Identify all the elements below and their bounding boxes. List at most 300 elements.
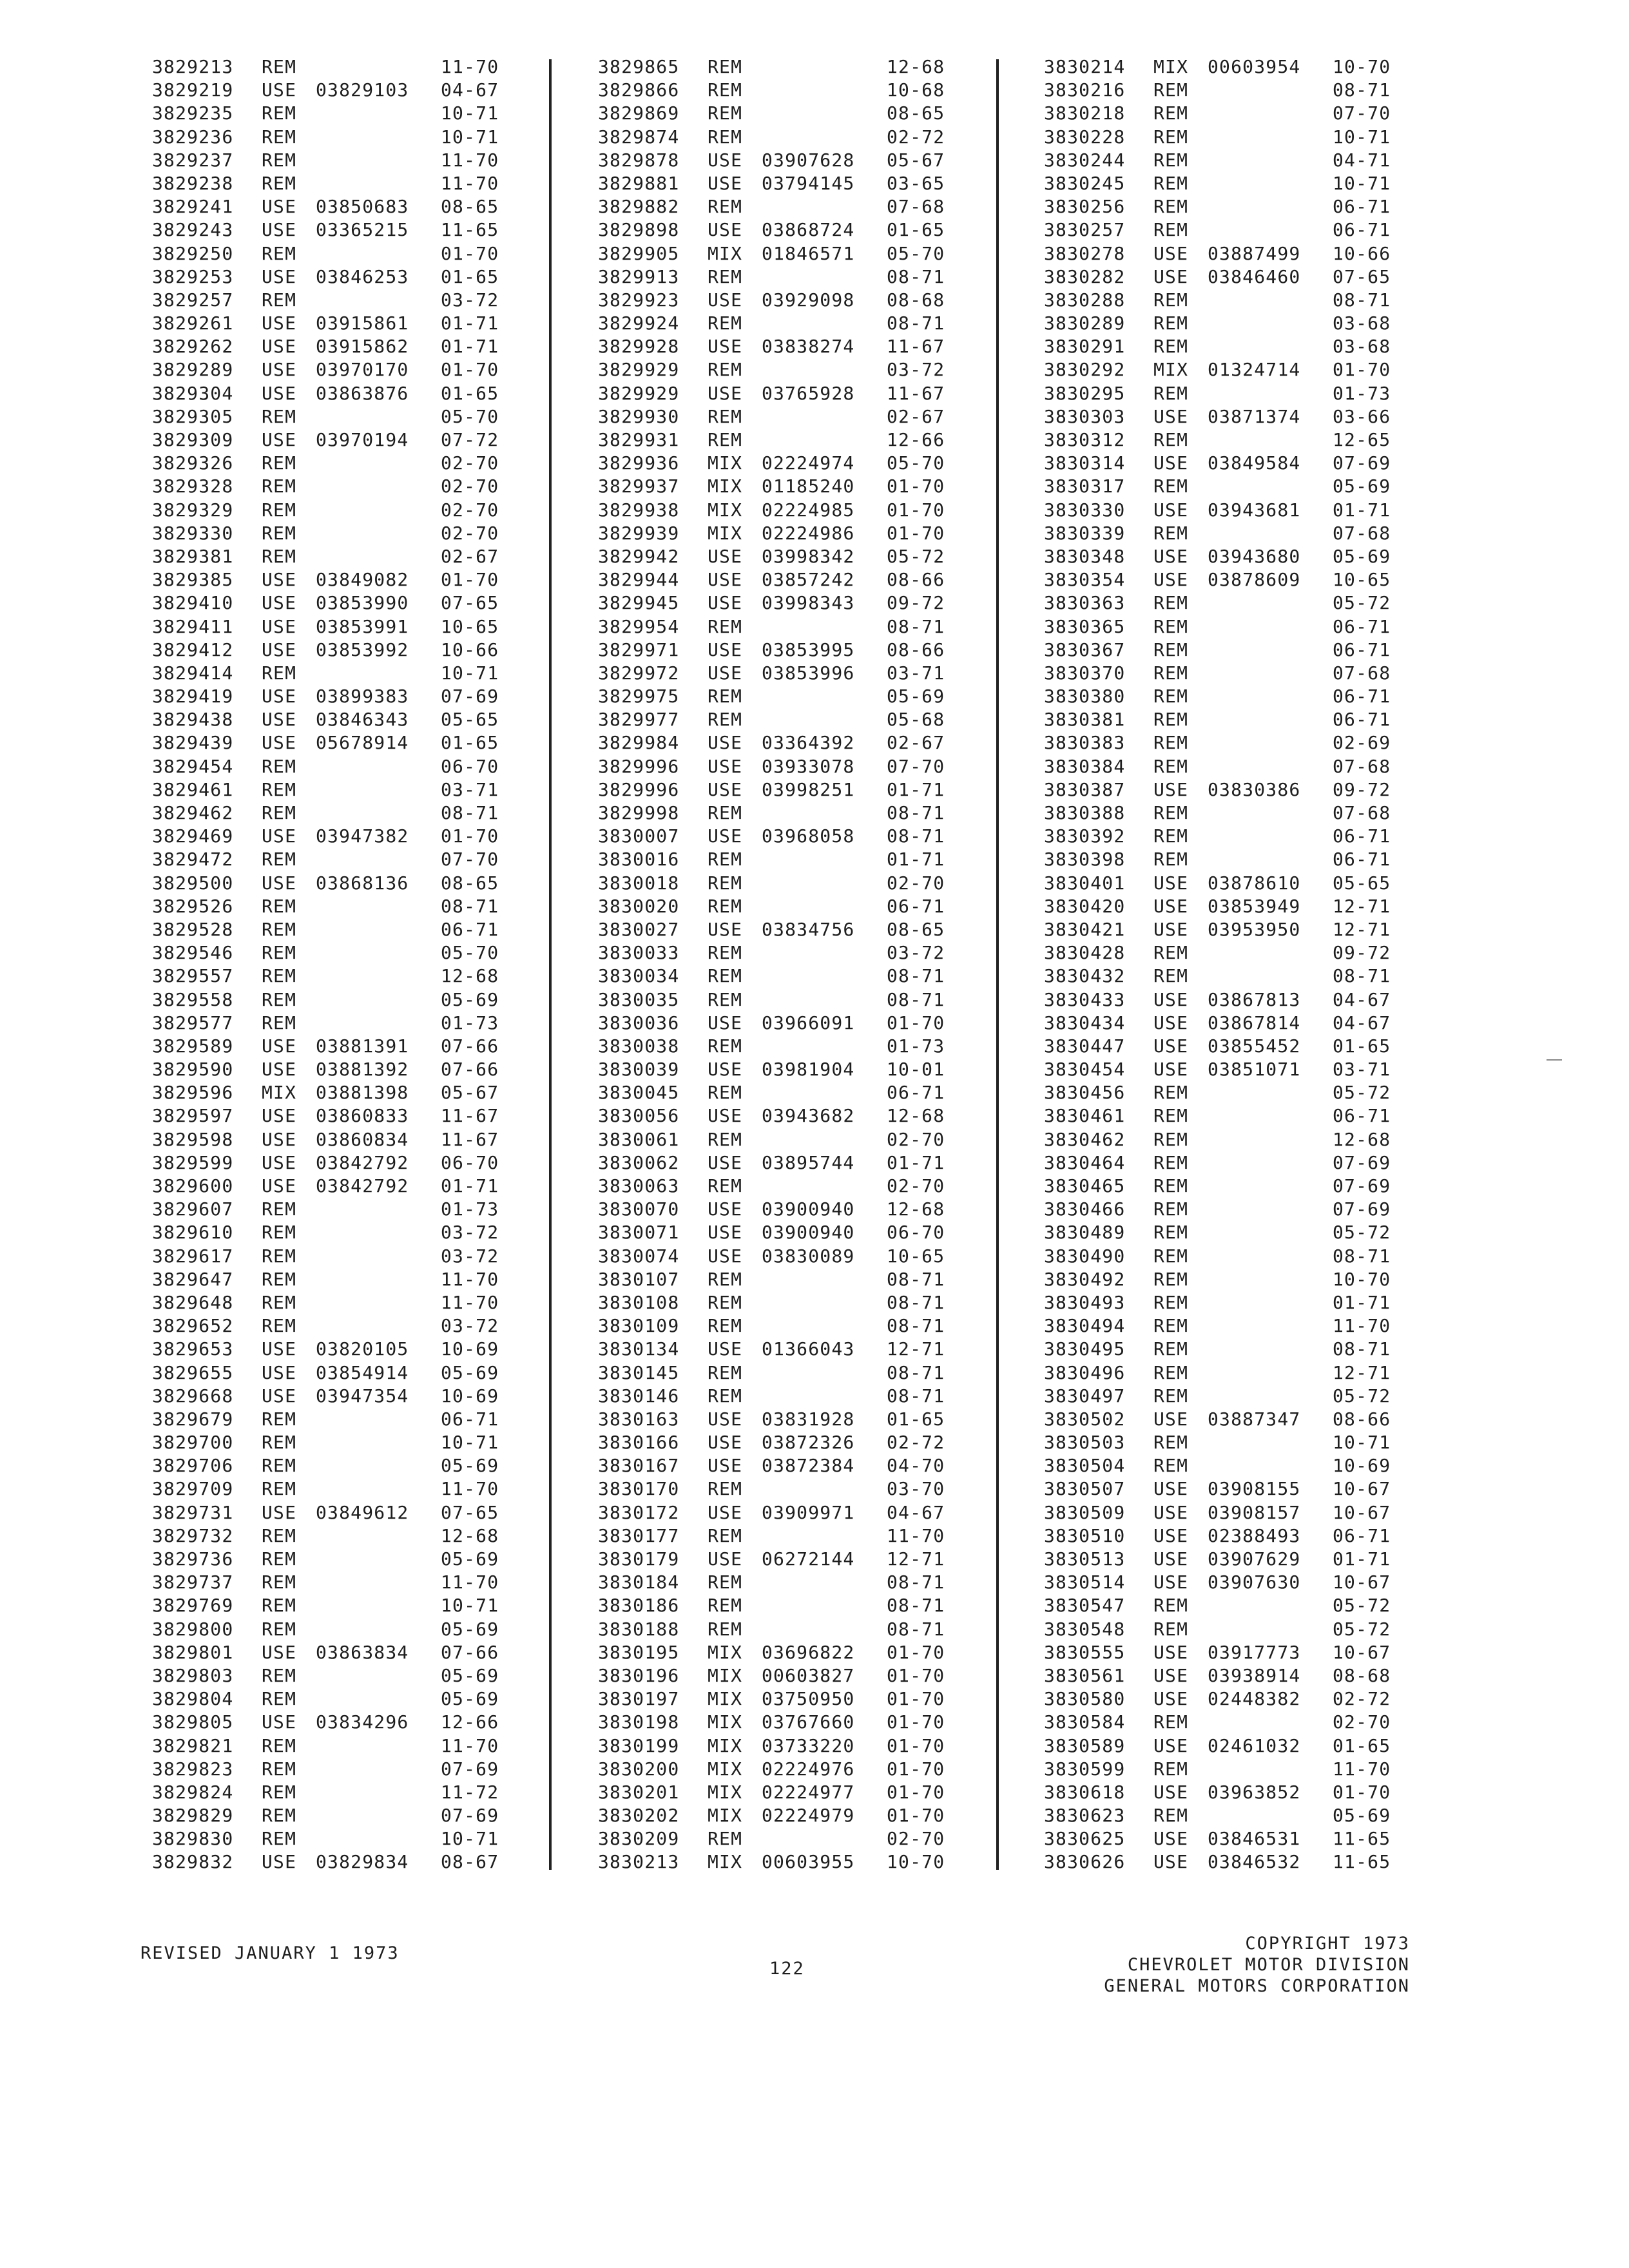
- list-item: [152, 195, 564, 218]
- list-item: [152, 872, 564, 895]
- part-number: 3829975: [598, 686, 680, 707]
- status-code: REM: [262, 1245, 297, 1267]
- part-number: 3829832: [152, 1851, 234, 1873]
- list-item: [1044, 1128, 1456, 1151]
- part-number: 3830188: [598, 1618, 680, 1640]
- list-item: [152, 778, 564, 802]
- status-code: MIX: [708, 1735, 743, 1756]
- replacement-part-number: 03908157: [1208, 1501, 1301, 1523]
- part-number: 3830034: [598, 965, 680, 987]
- part-number: 3829454: [152, 755, 234, 777]
- part-number: 3830146: [598, 1385, 680, 1407]
- part-number: 3829996: [598, 778, 680, 800]
- replacement-part-number: 03846532: [1208, 1851, 1301, 1873]
- part-number: 3830184: [598, 1571, 680, 1593]
- status-code: MIX: [1153, 56, 1189, 77]
- list-item: [1044, 615, 1456, 639]
- effective-date: 05-72: [1333, 1385, 1391, 1407]
- effective-date: 04-67: [1333, 988, 1391, 1010]
- list-item: [152, 1175, 564, 1198]
- list-item: [1044, 1735, 1456, 1758]
- effective-date: 01-65: [1333, 1035, 1391, 1057]
- part-number: 3830256: [1044, 196, 1126, 218]
- part-number: 3829800: [152, 1618, 234, 1640]
- list-item: [598, 1175, 1010, 1198]
- part-number: 3829823: [152, 1758, 234, 1780]
- effective-date: 04-67: [1333, 1012, 1391, 1033]
- status-code: REM: [1153, 1128, 1189, 1150]
- list-item: [1044, 102, 1456, 125]
- effective-date: 07-65: [441, 592, 499, 614]
- status-code: USE: [708, 592, 743, 614]
- status-code: USE: [1153, 569, 1189, 591]
- effective-date: 11-70: [441, 1291, 499, 1313]
- part-number: 3829905: [598, 242, 680, 264]
- part-number: 3830163: [598, 1408, 680, 1430]
- list-item: [598, 941, 1010, 965]
- part-number: 3830199: [598, 1735, 680, 1756]
- status-code: REM: [1153, 1198, 1189, 1220]
- list-item: [598, 1594, 1010, 1617]
- replacement-part-number: 03872384: [762, 1455, 855, 1477]
- status-code: USE: [262, 1105, 297, 1127]
- effective-date: 12-71: [1333, 895, 1391, 917]
- part-number: 3829262: [152, 336, 234, 358]
- replacement-part-number: 02224986: [762, 522, 855, 544]
- list-item: [1044, 1641, 1456, 1664]
- part-number: 3829381: [152, 545, 234, 567]
- list-item: [1044, 242, 1456, 265]
- part-number: 3829326: [152, 452, 234, 474]
- list-item: [1044, 988, 1456, 1012]
- part-number: 3830016: [598, 849, 680, 870]
- effective-date: 02-67: [887, 405, 945, 427]
- list-item: [598, 1314, 1010, 1338]
- list-item: [152, 312, 564, 335]
- effective-date: 08-68: [1333, 1664, 1391, 1686]
- status-code: REM: [262, 1291, 297, 1313]
- effective-date: 06-71: [1333, 219, 1391, 241]
- part-number: 3830547: [1044, 1595, 1126, 1617]
- effective-date: 07-69: [441, 1805, 499, 1827]
- status-code: MIX: [708, 1805, 743, 1827]
- part-number: 3830589: [1044, 1735, 1126, 1756]
- list-item: [598, 522, 1010, 545]
- status-code: USE: [1153, 988, 1189, 1010]
- list-item: [152, 755, 564, 778]
- status-code: REM: [1153, 429, 1189, 450]
- effective-date: 02-70: [441, 452, 499, 474]
- list-item: [598, 1781, 1010, 1804]
- part-number: 3830494: [1044, 1315, 1126, 1337]
- replacement-part-number: 02224974: [762, 452, 855, 474]
- effective-date: 10-71: [441, 102, 499, 124]
- effective-date: 08-71: [441, 895, 499, 917]
- part-number: 3830367: [1044, 639, 1126, 660]
- part-number: 3830020: [598, 895, 680, 917]
- replacement-part-number: 03853995: [762, 639, 855, 660]
- list-item: [598, 591, 1010, 615]
- replacement-part-number: 03970170: [316, 359, 409, 381]
- part-number: 3830134: [598, 1338, 680, 1360]
- replacement-part-number: 03943680: [1208, 545, 1301, 567]
- list-item: [598, 358, 1010, 381]
- status-code: REM: [1153, 592, 1189, 614]
- part-number: 3829869: [598, 102, 680, 124]
- list-item: [598, 172, 1010, 195]
- replacement-part-number: 03943682: [762, 1105, 855, 1127]
- replacement-part-number: 03907629: [1208, 1548, 1301, 1570]
- list-item: [152, 1618, 564, 1641]
- part-number: 3829830: [152, 1828, 234, 1850]
- list-item: [152, 1548, 564, 1571]
- part-number: 3830388: [1044, 802, 1126, 823]
- effective-date: 08-65: [887, 102, 945, 124]
- status-code: USE: [1153, 545, 1189, 567]
- replacement-part-number: 03981904: [762, 1059, 855, 1081]
- status-code: USE: [1153, 1641, 1189, 1663]
- effective-date: 04-67: [441, 79, 499, 101]
- list-item: [598, 1664, 1010, 1687]
- effective-date: 12-68: [441, 1524, 499, 1546]
- effective-date: 08-66: [887, 639, 945, 660]
- status-code: REM: [262, 1315, 297, 1337]
- list-item: [598, 1735, 1010, 1758]
- effective-date: 02-70: [441, 499, 499, 521]
- effective-date: 05-69: [441, 1548, 499, 1570]
- list-item: [598, 1524, 1010, 1548]
- status-code: MIX: [708, 1758, 743, 1780]
- list-item: [1044, 312, 1456, 335]
- status-code: USE: [708, 382, 743, 404]
- part-number: 3830497: [1044, 1385, 1126, 1407]
- effective-date: 12-68: [1333, 1128, 1391, 1150]
- effective-date: 01-70: [887, 476, 945, 497]
- replacement-part-number: 03878610: [1208, 872, 1301, 894]
- effective-date: 07-66: [441, 1641, 499, 1663]
- part-number: 3830036: [598, 1012, 680, 1033]
- effective-date: 02-70: [887, 872, 945, 894]
- status-code: REM: [1153, 732, 1189, 754]
- part-number: 3829737: [152, 1571, 234, 1593]
- list-item: [152, 802, 564, 825]
- list-item: [152, 242, 564, 265]
- effective-date: 10-65: [1333, 569, 1391, 591]
- replacement-part-number: 03365215: [316, 219, 409, 241]
- status-code: REM: [262, 405, 297, 427]
- list-item: [152, 1198, 564, 1221]
- part-number: 3829546: [152, 942, 234, 964]
- replacement-part-number: 03872326: [762, 1432, 855, 1454]
- effective-date: 08-71: [887, 1268, 945, 1290]
- status-code: REM: [1153, 382, 1189, 404]
- list-item: [1044, 1431, 1456, 1454]
- status-code: MIX: [708, 1641, 743, 1663]
- part-number: 3830618: [1044, 1781, 1126, 1803]
- list-item: [152, 1104, 564, 1128]
- effective-date: 07-66: [441, 1035, 499, 1057]
- part-number: 3829236: [152, 126, 234, 148]
- status-code: REM: [708, 895, 743, 917]
- list-item: [152, 522, 564, 545]
- replacement-part-number: 03887499: [1208, 242, 1301, 264]
- effective-date: 03-72: [441, 1315, 499, 1337]
- effective-date: 02-70: [887, 1175, 945, 1196]
- part-number: 3830245: [1044, 172, 1126, 194]
- list-item: [1044, 1198, 1456, 1221]
- effective-date: 07-65: [441, 1501, 499, 1523]
- list-item: [598, 708, 1010, 731]
- list-item: [1044, 1827, 1456, 1850]
- list-item: [152, 1035, 564, 1058]
- effective-date: 01-71: [1333, 499, 1391, 521]
- part-number: 3829304: [152, 382, 234, 404]
- part-number: 3829938: [598, 499, 680, 521]
- status-code: REM: [1153, 1105, 1189, 1127]
- list-item: [598, 965, 1010, 988]
- status-code: USE: [1153, 1548, 1189, 1570]
- list-item: [1044, 1104, 1456, 1128]
- part-number: 3830548: [1044, 1618, 1126, 1640]
- list-item: [1044, 172, 1456, 195]
- status-code: REM: [708, 196, 743, 218]
- status-code: REM: [1153, 1618, 1189, 1640]
- list-item: [152, 499, 564, 522]
- effective-date: 01-65: [1333, 1735, 1391, 1756]
- list-item: [1044, 1781, 1456, 1804]
- status-code: REM: [1153, 1315, 1189, 1337]
- status-code: USE: [1153, 1059, 1189, 1081]
- effective-date: 10-69: [441, 1338, 499, 1360]
- replacement-part-number: 03908155: [1208, 1478, 1301, 1500]
- part-number: 3829923: [598, 289, 680, 311]
- effective-date: 05-69: [441, 988, 499, 1010]
- part-number: 3830466: [1044, 1198, 1126, 1220]
- list-item: [152, 1431, 564, 1454]
- effective-date: 02-67: [441, 545, 499, 567]
- part-number: 3830398: [1044, 849, 1126, 870]
- effective-date: 01-71: [887, 778, 945, 800]
- list-item: [152, 825, 564, 848]
- effective-date: 01-70: [887, 522, 945, 544]
- status-code: REM: [262, 918, 297, 940]
- part-number: 3830198: [598, 1711, 680, 1733]
- part-number: 3830503: [1044, 1432, 1126, 1454]
- effective-date: 12-71: [1333, 918, 1391, 940]
- effective-date: 11-70: [441, 1571, 499, 1593]
- status-code: REM: [1153, 1595, 1189, 1617]
- effective-date: 03-71: [887, 662, 945, 684]
- effective-date: 12-68: [887, 1198, 945, 1220]
- effective-date: 02-70: [441, 522, 499, 544]
- part-number: 3830200: [598, 1758, 680, 1780]
- effective-date: 08-71: [887, 1618, 945, 1640]
- part-number: 3829898: [598, 219, 680, 241]
- list-item: [598, 802, 1010, 825]
- status-code: REM: [262, 499, 297, 521]
- status-code: MIX: [708, 242, 743, 264]
- effective-date: 12-65: [1333, 429, 1391, 450]
- replacement-part-number: 03853990: [316, 592, 409, 614]
- list-item: [598, 1571, 1010, 1594]
- list-item: [152, 289, 564, 312]
- part-number: 3829610: [152, 1222, 234, 1244]
- status-code: REM: [708, 1175, 743, 1196]
- status-code: REM: [262, 1618, 297, 1640]
- list-item: [598, 312, 1010, 335]
- status-code: REM: [262, 1268, 297, 1290]
- part-number: 3829829: [152, 1805, 234, 1827]
- status-code: REM: [262, 662, 297, 684]
- part-number: 3830228: [1044, 126, 1126, 148]
- part-number: 3829732: [152, 1524, 234, 1546]
- replacement-part-number: 02448382: [1208, 1688, 1301, 1710]
- effective-date: 08-71: [441, 802, 499, 823]
- part-number: 3829865: [598, 56, 680, 77]
- part-number: 3830218: [1044, 102, 1126, 124]
- part-number: 3829804: [152, 1688, 234, 1710]
- list-item: [1044, 1804, 1456, 1827]
- part-number: 3829821: [152, 1735, 234, 1756]
- list-item: [598, 1385, 1010, 1408]
- part-number: 3830288: [1044, 289, 1126, 311]
- list-item: [598, 265, 1010, 289]
- list-item: [1044, 918, 1456, 941]
- effective-date: 01-73: [887, 1035, 945, 1057]
- status-code: REM: [1153, 1151, 1189, 1173]
- effective-date: 05-69: [1333, 545, 1391, 567]
- status-code: REM: [708, 126, 743, 148]
- status-code: REM: [708, 872, 743, 894]
- part-number: 3829243: [152, 219, 234, 241]
- replacement-part-number: 03895744: [762, 1151, 855, 1173]
- status-code: REM: [262, 802, 297, 823]
- status-code: REM: [262, 545, 297, 567]
- part-number: 3829655: [152, 1361, 234, 1383]
- part-number: 3829617: [152, 1245, 234, 1267]
- effective-date: 08-71: [887, 1291, 945, 1313]
- effective-date: 06-70: [887, 1222, 945, 1244]
- part-number: 3829984: [598, 732, 680, 754]
- part-number: 3829709: [152, 1478, 234, 1500]
- effective-date: 07-69: [1333, 1198, 1391, 1220]
- part-number: 3830292: [1044, 359, 1126, 381]
- status-code: REM: [262, 965, 297, 987]
- status-code: USE: [262, 429, 297, 450]
- effective-date: 01-71: [441, 336, 499, 358]
- status-code: USE: [1153, 1035, 1189, 1057]
- status-code: USE: [262, 1059, 297, 1081]
- list-item: [598, 568, 1010, 591]
- part-number: 3830465: [1044, 1175, 1126, 1196]
- part-number: 3830461: [1044, 1105, 1126, 1127]
- part-number: 3830214: [1044, 56, 1126, 77]
- effective-date: 11-67: [441, 1128, 499, 1150]
- replacement-part-number: 03899383: [316, 686, 409, 707]
- replacement-part-number: 02224977: [762, 1781, 855, 1803]
- effective-date: 01-70: [887, 1664, 945, 1686]
- status-code: USE: [708, 825, 743, 847]
- effective-date: 10-67: [1333, 1501, 1391, 1523]
- part-number: 3830291: [1044, 336, 1126, 358]
- part-number: 3829289: [152, 359, 234, 381]
- part-number: 3829937: [598, 476, 680, 497]
- part-number: 3829237: [152, 149, 234, 171]
- status-code: REM: [262, 126, 297, 148]
- part-number: 3830420: [1044, 895, 1126, 917]
- part-number: 3830063: [598, 1175, 680, 1196]
- parts-column-2: [598, 55, 1010, 1874]
- list-item: [1044, 755, 1456, 778]
- effective-date: 05-70: [887, 452, 945, 474]
- part-number: 3830018: [598, 872, 680, 894]
- list-item: [598, 335, 1010, 358]
- effective-date: 01-70: [441, 242, 499, 264]
- status-code: REM: [1153, 1805, 1189, 1827]
- status-code: MIX: [708, 1664, 743, 1686]
- part-number: 3829700: [152, 1432, 234, 1454]
- status-code: USE: [1153, 1781, 1189, 1803]
- list-item: [598, 475, 1010, 498]
- list-item: [598, 988, 1010, 1012]
- part-number: 3830464: [1044, 1151, 1126, 1173]
- replacement-part-number: 03860834: [316, 1128, 409, 1150]
- effective-date: 01-65: [441, 265, 499, 287]
- effective-date: 05-72: [1333, 592, 1391, 614]
- part-number: 3829250: [152, 242, 234, 264]
- part-number: 3830504: [1044, 1455, 1126, 1477]
- effective-date: 03-72: [887, 359, 945, 381]
- list-item: [152, 335, 564, 358]
- list-item: [1044, 358, 1456, 381]
- part-number: 3830108: [598, 1291, 680, 1313]
- list-item: [1044, 568, 1456, 591]
- part-number: 3829596: [152, 1082, 234, 1104]
- list-item: [1044, 802, 1456, 825]
- list-item: [598, 1291, 1010, 1314]
- replacement-part-number: 03853996: [762, 662, 855, 684]
- part-number: 3829412: [152, 639, 234, 660]
- part-number: 3829309: [152, 429, 234, 450]
- list-item: [598, 1850, 1010, 1874]
- status-code: REM: [708, 1291, 743, 1313]
- effective-date: 01-70: [441, 359, 499, 381]
- list-item: [152, 708, 564, 731]
- status-code: REM: [708, 1571, 743, 1593]
- part-number: 3829590: [152, 1059, 234, 1081]
- status-code: USE: [262, 1851, 297, 1873]
- effective-date: 12-68: [887, 1105, 945, 1127]
- part-number: 3830383: [1044, 732, 1126, 754]
- status-code: USE: [262, 382, 297, 404]
- replacement-part-number: 03846531: [1208, 1828, 1301, 1850]
- list-item: [598, 1408, 1010, 1431]
- list-item: [1044, 778, 1456, 802]
- status-code: USE: [262, 1501, 297, 1523]
- status-code: USE: [262, 1151, 297, 1173]
- status-code: REM: [708, 615, 743, 637]
- effective-date: 08-67: [441, 1851, 499, 1873]
- status-code: REM: [1153, 126, 1189, 148]
- replacement-part-number: 03970194: [316, 429, 409, 450]
- replacement-part-number: 03853949: [1208, 895, 1301, 917]
- list-item: [152, 218, 564, 242]
- status-code: USE: [1153, 872, 1189, 894]
- part-number: 3829305: [152, 405, 234, 427]
- list-item: [152, 1221, 564, 1244]
- effective-date: 06-70: [441, 1151, 499, 1173]
- replacement-part-number: 03881391: [316, 1035, 409, 1057]
